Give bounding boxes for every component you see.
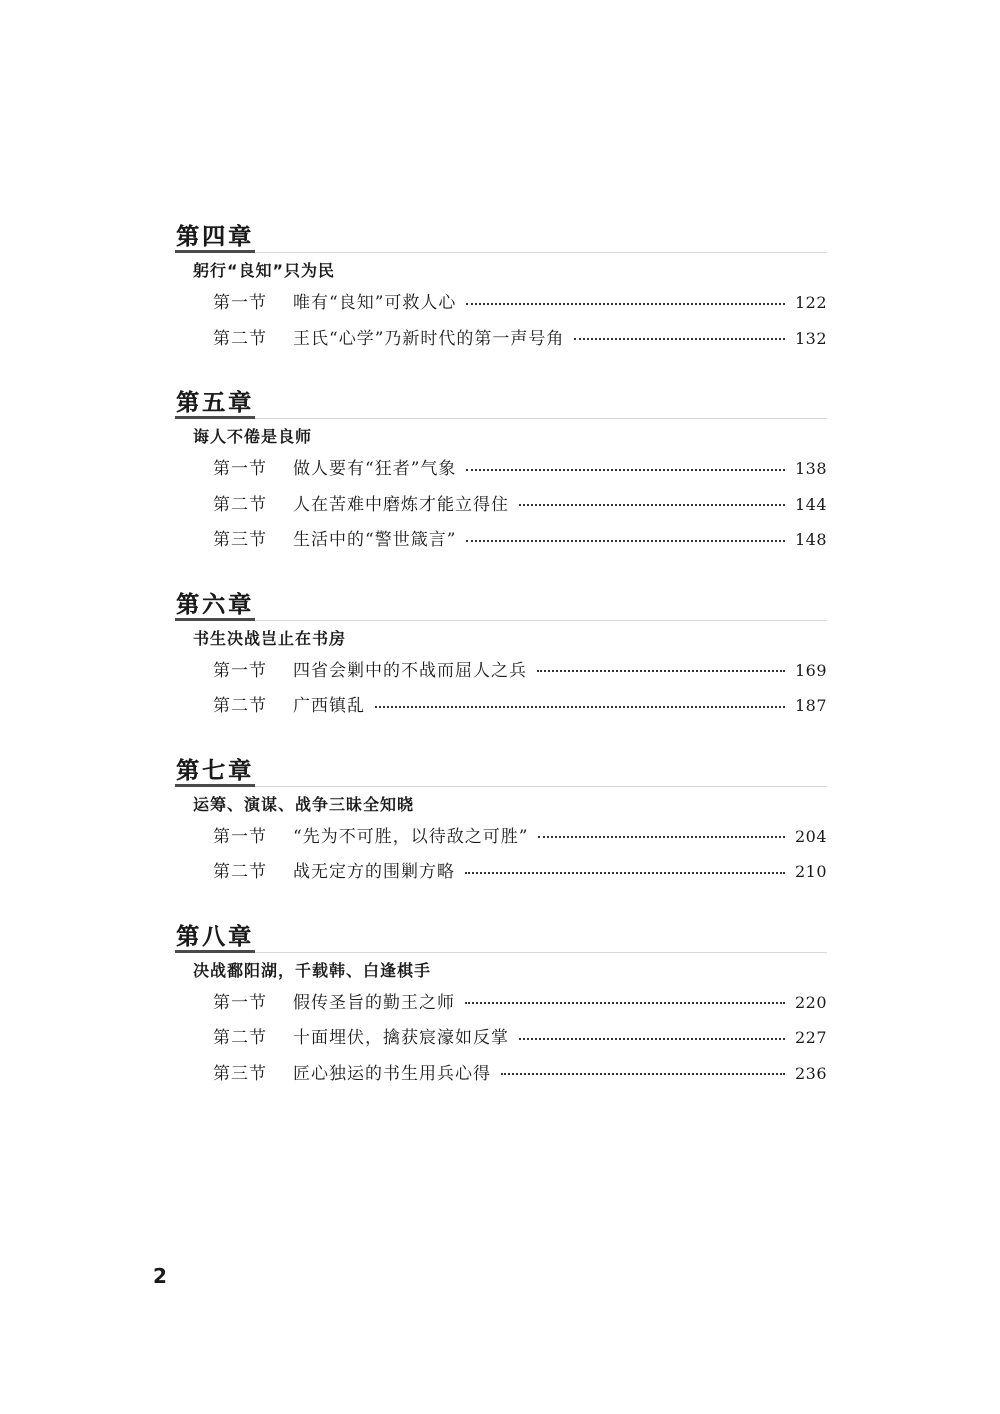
section-number: 第二节 <box>213 696 267 716</box>
dot-leader <box>519 1038 785 1040</box>
section-number: 第二节 <box>213 494 267 515</box>
chapter-title: 决战鄱阳湖，千载韩、白逢棋手 <box>193 960 432 980</box>
section-title: 战无定方的围剿方略 <box>293 862 455 882</box>
dot-leader <box>465 1002 785 1004</box>
toc-entry[interactable] <box>213 451 827 487</box>
chapter-title: 躬行“良知”只为民 <box>193 261 336 280</box>
chapter-underline <box>175 950 255 953</box>
toc-entry[interactable] <box>213 653 827 689</box>
chapter-label: 第七章 <box>176 756 254 784</box>
chapter-title: 运筹、演谋、战争三昧全知晓 <box>193 794 415 814</box>
chapter-heading <box>175 222 827 255</box>
section-page-number: 220 <box>794 992 827 1012</box>
chapter-divider <box>255 952 827 953</box>
toc-entry[interactable] <box>213 522 827 558</box>
toc-entry[interactable] <box>213 285 827 321</box>
dot-leader <box>465 872 785 874</box>
chapter-block <box>175 756 827 890</box>
toc-entry[interactable] <box>213 854 827 890</box>
section-number: 第一节 <box>213 293 267 313</box>
section-number: 第一节 <box>213 459 267 479</box>
section-title: 人在苦难中磨炼才能立得住 <box>293 494 509 515</box>
toc-entry[interactable] <box>213 1020 827 1056</box>
section-number: 第一节 <box>213 826 267 847</box>
section-title: 王氏“心学”乃新时代的第一声号角 <box>293 328 565 349</box>
dot-leader <box>519 504 785 506</box>
dot-leader <box>501 1073 785 1075</box>
dot-leader <box>466 303 785 305</box>
section-page-number: 122 <box>794 293 827 312</box>
chapter-label: 第六章 <box>176 590 254 618</box>
section-page-number: 169 <box>794 660 827 680</box>
toc-entry[interactable] <box>213 1056 827 1092</box>
chapter-heading <box>175 922 827 955</box>
chapter-label: 第五章 <box>176 389 254 416</box>
section-page-number: 227 <box>794 1028 827 1047</box>
section-title: 匠心独运的书生用兵心得 <box>293 1063 491 1084</box>
dot-leader <box>538 836 785 838</box>
chapter-underline <box>175 618 255 621</box>
toc-entry[interactable] <box>213 321 827 357</box>
chapter-heading <box>175 756 827 789</box>
section-title: 生活中的“警世箴言” <box>293 530 457 550</box>
table-of-contents <box>175 222 827 1123</box>
section-title: 十面埋伏，擒获宸濠如反掌 <box>293 1028 509 1048</box>
chapter-heading <box>175 590 827 623</box>
chapter-title: 诲人不倦是良师 <box>193 427 313 446</box>
section-page-number: 144 <box>794 494 827 514</box>
toc-entry[interactable] <box>213 819 827 855</box>
section-number: 第三节 <box>213 1063 267 1084</box>
chapter-underline <box>175 416 255 419</box>
section-page-number: 132 <box>794 328 827 348</box>
chapter-label: 第八章 <box>176 922 254 950</box>
section-number: 第一节 <box>213 992 267 1013</box>
section-number: 第二节 <box>213 328 267 349</box>
dot-leader <box>466 469 785 471</box>
section-page-number: 138 <box>794 459 827 478</box>
section-title: 唯有“良知”可救人心 <box>293 293 457 313</box>
section-title: “先为不可胜，以待敌之可胜” <box>293 826 529 847</box>
chapter-label: 第四章 <box>176 223 254 250</box>
chapter-divider <box>255 418 827 419</box>
section-page-number: 204 <box>794 826 827 846</box>
section-page-number: 236 <box>794 1063 827 1083</box>
section-number: 第二节 <box>213 862 267 882</box>
toc-entry[interactable] <box>213 688 827 724</box>
section-page-number: 148 <box>794 530 827 549</box>
chapter-title: 书生决战岂止在书房 <box>193 628 347 648</box>
chapter-block <box>175 590 827 724</box>
section-number: 第三节 <box>213 530 267 550</box>
section-page-number: 187 <box>794 696 827 715</box>
dot-leader <box>574 338 785 340</box>
chapter-block <box>175 922 827 1092</box>
toc-entry[interactable] <box>213 985 827 1021</box>
chapter-heading <box>175 388 827 421</box>
section-title: 做人要有“狂者”气象 <box>293 459 457 479</box>
chapter-divider <box>255 252 827 253</box>
section-title: 广西镇乱 <box>293 696 365 716</box>
section-title: 假传圣旨的勤王之师 <box>293 992 455 1013</box>
chapter-underline <box>175 250 255 253</box>
toc-entry[interactable] <box>213 487 827 523</box>
chapter-divider <box>255 620 827 621</box>
section-title: 四省会剿中的不战而屈人之兵 <box>293 660 527 681</box>
section-number: 第二节 <box>213 1028 267 1048</box>
dot-leader <box>466 540 785 542</box>
chapter-divider <box>255 786 827 787</box>
chapter-block <box>175 222 827 356</box>
dot-leader <box>537 670 785 672</box>
chapter-underline <box>175 784 255 787</box>
chapter-block <box>175 388 827 558</box>
page-number: 2 <box>153 1264 167 1288</box>
section-number: 第一节 <box>213 660 267 681</box>
section-page-number: 210 <box>794 862 827 881</box>
dot-leader <box>375 706 785 708</box>
